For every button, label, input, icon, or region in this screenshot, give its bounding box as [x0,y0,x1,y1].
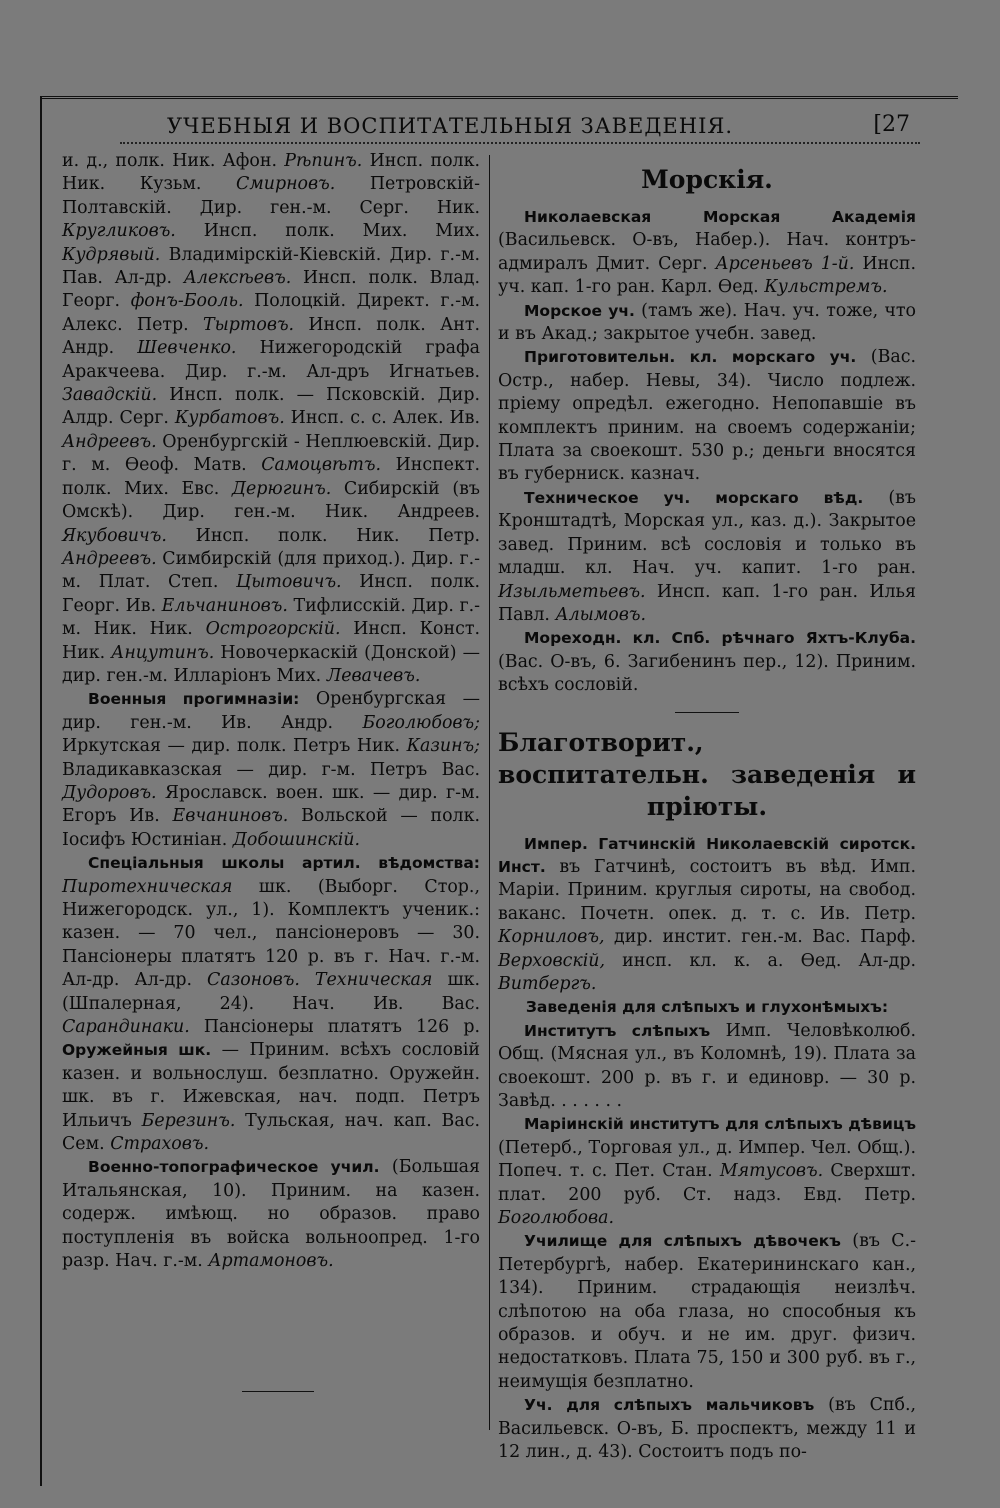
entry-heading: Спеціальныя школы артил. вѣдомства: [88,854,480,873]
section-title-charitable: Благотворит., воспитательн. заведенія и пріюты. [498,727,916,821]
person-name: Дерюгинъ. [231,478,332,499]
entry-topographic-school: Военно-топографическое учил. (Большая Итальянская, 10). Приним. на казен. содерж. имѣющ. но образов. право поступленія въ войска вольноопред. 1-го разр. Нач. г.-м. Артамоновъ. [62,1157,480,1272]
entry-mariinsky-blind-girls: Маріинскій институтъ для слѣпыхъ дѣвицъ (Петерб., Торговая ул., д. Импер. Чел. Общ.). Попеч. т. с. Пет. Стан. Мятусовъ. Сверхшт. плат. 200 руб. Ст. надз. Евд. Петр. Боголюбова. [498,1115,916,1229]
person-name: Витбергъ. [498,973,597,994]
entry-yacht-club-classes: Мореходн. кл. Спб. рѣчнаго Яхтъ-Клуба. (Вас. О-въ, 6. Загибенинъ пер., 12). Приним. всѣхъ сословій. [498,629,916,696]
running-title: УЧЕБНЫЯ И ВОСПИТАТЕЛЬНЫЯ ЗАВЕДЕНІЯ. [166,114,734,138]
person-name: Добошинскій. [232,829,360,850]
person-name: Кудрявый. [62,244,161,265]
person-name: Боголюбовъ; [362,712,480,733]
person-name: Ельчаниновъ. [161,595,288,616]
person-name: Левачевъ. [326,665,421,686]
person-name: Острогорскій. [205,619,341,640]
person-name: Шевченко. [137,338,237,359]
section-title-naval: Морскія. [641,165,773,194]
person-name: Березинъ. [141,1110,236,1131]
person-name: Андреевъ. [62,431,157,452]
person-name: Верховскій, [498,950,606,971]
page-frame-left [40,96,42,1486]
person-name: Арсеньевъ 1-й. [715,253,855,274]
person-name: Анцутинъ. [111,642,215,663]
entry-naval-academy: Николаевская Морская Академія (Васильевск. О-въ, Набер.). Нач. контръ-адмиралъ Дмит. Серг. Арсеньевъ 1-й. Инсп. уч. кап. 1-го ран. Карл. Ѳед. Кульстремъ. [498,208,916,298]
entry-heading: Морское уч. [524,301,635,320]
person-name: Сарандинаки. [62,1017,190,1038]
person-name: Алексѣевъ. [183,268,292,289]
entry-heading: Импер. Гатчинскій Николаевскій сиротск. Инст. [498,834,916,876]
person-name: Рѣпинъ. [284,151,363,171]
entry-institute-blind: Институтъ слѣпыхъ Имп. Человѣколюб. Общ. (Мясная ул., въ Коломнѣ, 19). Плата за своекошт. 200 р. въ г. и единовр. — 30 р. Завѣд. . . . . . . [498,1020,916,1111]
entry-heading: Военныя прогимназіи: [88,690,300,709]
person-name: Якубовичъ. [62,525,167,546]
person-name: Самоцвѣтъ. [261,455,382,476]
person-name: Смирновъ. [236,174,336,195]
page-number: [27 [873,112,910,137]
entry-heading: Маріинскій институтъ для слѣпыхъ дѣвицъ [524,1115,916,1134]
right-column [498,150,916,1465]
entry-heading: Училище для слѣпыхъ дѣвочекъ [524,1232,841,1251]
section-separator-rule [675,712,739,713]
entry-school-blind-boys: Уч. для слѣпыхъ мальчиковъ (въ Спб., Васильевск. О-въ, Б. проспектъ, между 11 и 12 лин., д. 43). Состоитъ подъ по- [498,1395,917,1463]
person-name: Сазоновъ. [207,970,300,991]
entry-heading: Уч. для слѣпыхъ мальчиковъ [524,1396,815,1415]
person-name: Цытовичъ. [236,572,342,593]
person-name: Завадскій. [62,385,158,406]
person-name: Тыртовъ. [202,314,295,335]
person-name: Курбатовъ. [174,408,285,429]
entry-gatchina-orphan-institute: Импер. Гатчинскій Николаевскій сиротск. Инст. въ Гатчинѣ, состоитъ въ вѣд. Имп. Маріи. Приним. круглыя сироты, на свобод. ваканс. Почетн. опек. д. т. с. Ив. Петр. Корниловъ, дир. инстит. ген.-м. Вас. Парф. Верховскій, инсп. кл. к. а. Ѳед. Ал-др. Витбергъ. [498,834,916,994]
person-name: Мятусовъ. [719,1161,824,1182]
entry-school-blind-girls: Училище для слѣпыхъ дѣвочекъ (въ С.-Петербургѣ, набер. Екатерининскаго кан., 134). Приним. страдающія неизлѣч. слѣпотою на оба глаза, но способныя къ образов. и обуч. и не им. друг. физич. недостатковъ. Плата 75, 150 и 300 руб. въ г., неимущія безплатно. [498,1231,917,1392]
entry-heading: Приготовительн. кл. морскаго уч. [524,348,857,367]
entry-heading: Техническое уч. морскаго вѣд. [524,488,864,507]
left-column [62,150,480,1274]
person-name: Боголюбова. [498,1208,614,1229]
entry-heading: Николаевская Морская Академія [524,208,916,226]
entry-heading: Оружейныя шк. [62,1041,212,1060]
person-name: Дудоровъ. [62,782,157,803]
person-name: фонъ-Бооль. [130,291,244,312]
page-frame-top [40,96,958,99]
person-name: Страховъ. [110,1134,210,1155]
person-name: Кругликовъ. [62,221,176,242]
entry-preparatory-classes: Приготовительн. кл. морскаго уч. (Вас. Остр., набер. Невы, 34). Число подлеж. пріему опредѣл. ежегодно. Непопавшіе въ комплектъ приним. на своемъ содержаніи; Плата за своекошт. 530 р.; деньги вносятся въ губерниск. казнач. [498,347,916,485]
subsection-heading: Заведенія для слѣпыхъ и глухонѣмыхъ: [525,998,889,1017]
entry-military-progymnasia: Военныя прогимназіи: Оренбургская — дир. ген.-м. Ив. Андр. Боголюбовъ; Иркутская — дир. полк. Петръ Ник. Казинъ; Владикавказская — дир. г-м. Петръ Вас. Дудоровъ. Ярославск. воен. шк. — дир. г-м. Егоръ Ив. Евчаниновъ. Вольской — полк. Іосифъ Юстиніан. Добошинскій. [62,689,480,850]
column-divider [489,155,490,1430]
person-name: Андреевъ. [62,548,157,569]
entry-heading: Мореходн. кл. Спб. рѣчнаго Яхтъ-Клуба. [524,629,916,648]
entry-naval-technical-school: Техническое уч. морскаго вѣд. (въ Кронштадтѣ, Морская ул., каз. д.). Закрытое завед. Приним. всѣ сословія и только въ младш. кл. Нач. уч. капит. 1-го ран. Изыльметьевъ. Инсп. кап. 1-го ран. Илья Павл. Алымовъ. [498,487,916,625]
person-name: Изыльметьевъ. [498,581,646,602]
person-name: Корниловъ, [498,927,605,948]
entry-heading: Институтъ слѣпыхъ [524,1021,711,1040]
header-ornament-rule [120,142,920,150]
person-name: Казинъ; [406,736,480,757]
person-name: Алымовъ. [555,604,646,625]
entry-artillery-schools: Спеціальныя школы артил. вѣдомства: Пиротехническая шк. (Выборг. Стор., Нижегородск. ул., 1). Комплектъ ученик.: казен. — 70 чел., пансіонеровъ — 30. Пансіонеры платятъ 120 р. въ г. Нач. г.-м. Ал-др. Ал-др. Сазоновъ. Техническая шк. (Шпалерная, 24). Нач. Ив. Вас. Сарандинаки. Пансіонеры платятъ 126 р. Оружейныя шк. — Приним. всѣхъ сословій казен. и вольнослуш. безплатно. Оружейн. шк. въ г. Ижевская, нач. подп. Петръ Ильичъ Березинъ. Тульская, нач. кап. Вас. Сем. Страховъ. [62,854,481,1155]
left-column-end-rule [242,1391,314,1392]
person-name: Артамоновъ. [208,1251,334,1272]
entry-heading: Военно-топографическое учил. [88,1158,380,1177]
person-name: Евчаниновъ. [172,806,289,827]
paragraph-cadet-corps: и. д., полк. Ник. Афон. Рѣпинъ. Инсп. полк. Ник. Кузьм. Смирновъ. Петровскій-Полтавскій. Дир. ген.-м. Серг. Ник. Кругликовъ. Инсп. полк. Мих. Мих. Кудрявый. Владимірскій-Кіевскій. Дир. г.-м. Пав. Ал-др. Алексѣевъ. Инсп. полк. Влад. Георг. фонъ-Бооль. Полоцкій. Директ. г.-м. Алекс. Петр. Тыртовъ. Инсп. полк. Ант. Андр. Шевченко. Нижегородскій графа Аракчеева. Дир. г.-м. Ал-дръ Игнатьев. Завадскій. Инсп. полк. — Псковскій. Дир. Алдр. Серг. Курбатовъ. Инсп. с. с. Алек. Ив. Андреевъ. Оренбургскій - Неплюевскій. Дир. г. м. Ѳеоф. Матв. Самоцвѣтъ. Инспект. полк. Мих. Евс. Дерюгинъ. Сибирскій (въ Омскѣ). Дир. ген.-м. Ник. Андреев. Якубовичъ. Инсп. полк. Ник. Петр. Андреевъ. Симбирскій (для приход.). Дир. г.-м. Плат. Степ. Цытовичъ. Инсп. полк. Георг. Ив. Ельчаниновъ. Тифлисскій. Дир. г.-м. Ник. Ник. Острогорскій. Инсп. Конст. Ник. Анцутинъ. Новочеркаскій (Донской) — дир. ген.-м. Илларіонъ Мих. Левачевъ. [62,151,481,686]
person-name: Кульстремъ. [764,277,888,298]
entry-naval-school: Морское уч. (тамъ же). Нач. уч. тоже, что и въ Акад.; закрытое учебн. завед. [498,300,916,345]
